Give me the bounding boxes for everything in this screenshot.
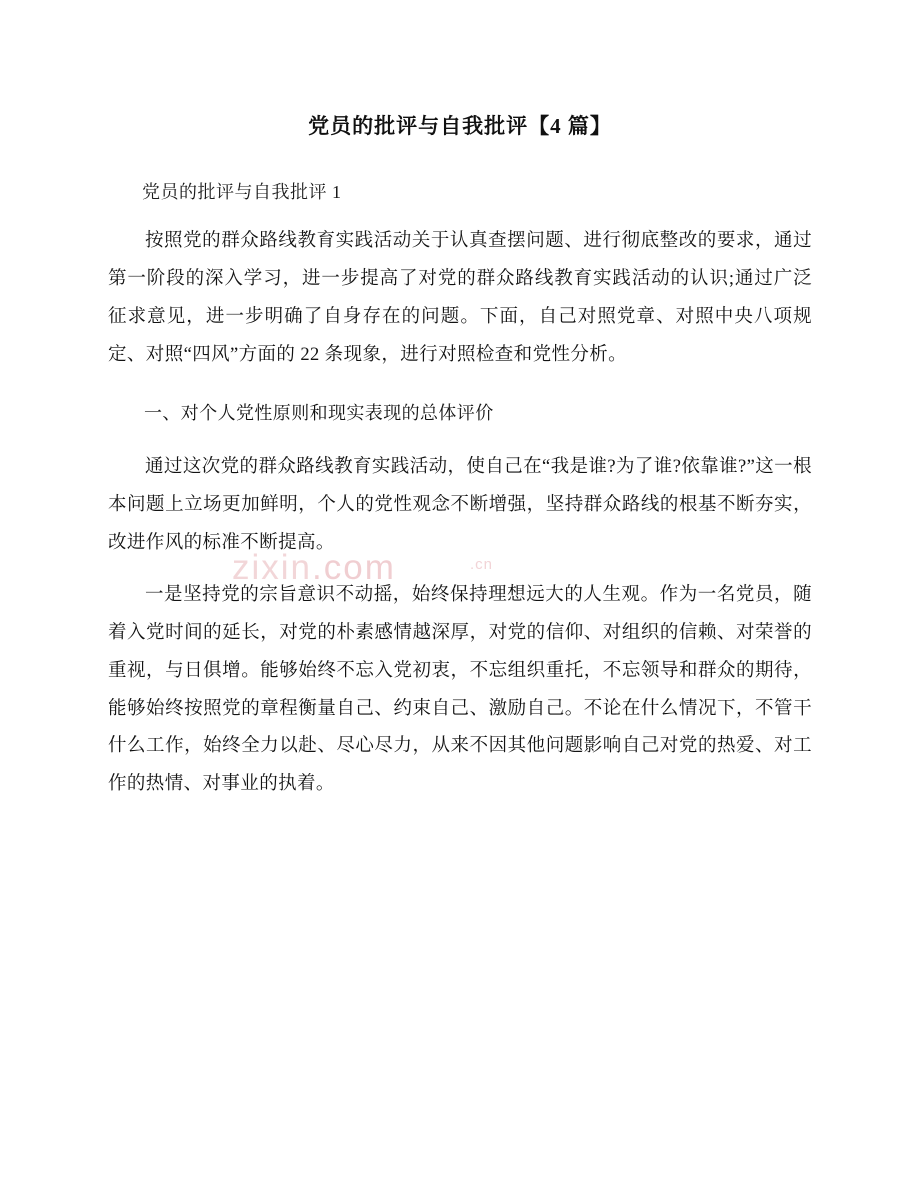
watermark-suffix: .cn [470,556,494,573]
document-body [108,0,812,1191]
watermark-domain-text: .com [312,548,396,587]
watermark-brand-text: zixin [232,548,313,587]
section-heading-1: 一、对个人党性原则和现实表现的总体评价 [144,403,494,424]
page-title: 党员的批评与自我批评【4 篇】 [308,114,612,138]
paragraph-1: 按照党的群众路线教育实践活动关于认真查摆问题、进行彻底整改的要求，通过第一阶段的深入学习，进一步提高了对党的群众路线教育实践活动的认识;通过广泛征求意见，进一步明确了自身存在的问题。下面，自己对照党章、对照中央八项规定、对照“四风”方面的 22 条现象，进行对照检查和党性分析。 [108,231,812,366]
paragraph-2: 通过这次党的群众路线教育实践活动，使自己在“我是谁?为了谁?依靠谁?”这一根本问题上立场更加鲜明，个人的党性观念不断增强，坚持群众路线的根基不断夯实，改进作风的标准不断提高。 [108,456,812,553]
document-subtitle: 党员的批评与自我批评 1 [142,182,342,203]
paragraph-3: 一是坚持党的宗旨意识不动摇，始终保持理想远大的人生观。作为一名党员，随着入党时间的延长，对党的朴素感情越深厚，对党的信仰、对组织的信赖、对荣誉的重视，与日俱增。能够始终不忘入党初衷，不忘组织重托，不忘领导和群众的期待，能够始终按照党的章程衡量自己、约束自己、激励自己。不论在什么情况下，不管干什么工作，始终全力以赴、尽心尽力，从来不因其他问题影响自己对党的热爱、对工作的热情、对事业的执着。 [108,584,812,795]
